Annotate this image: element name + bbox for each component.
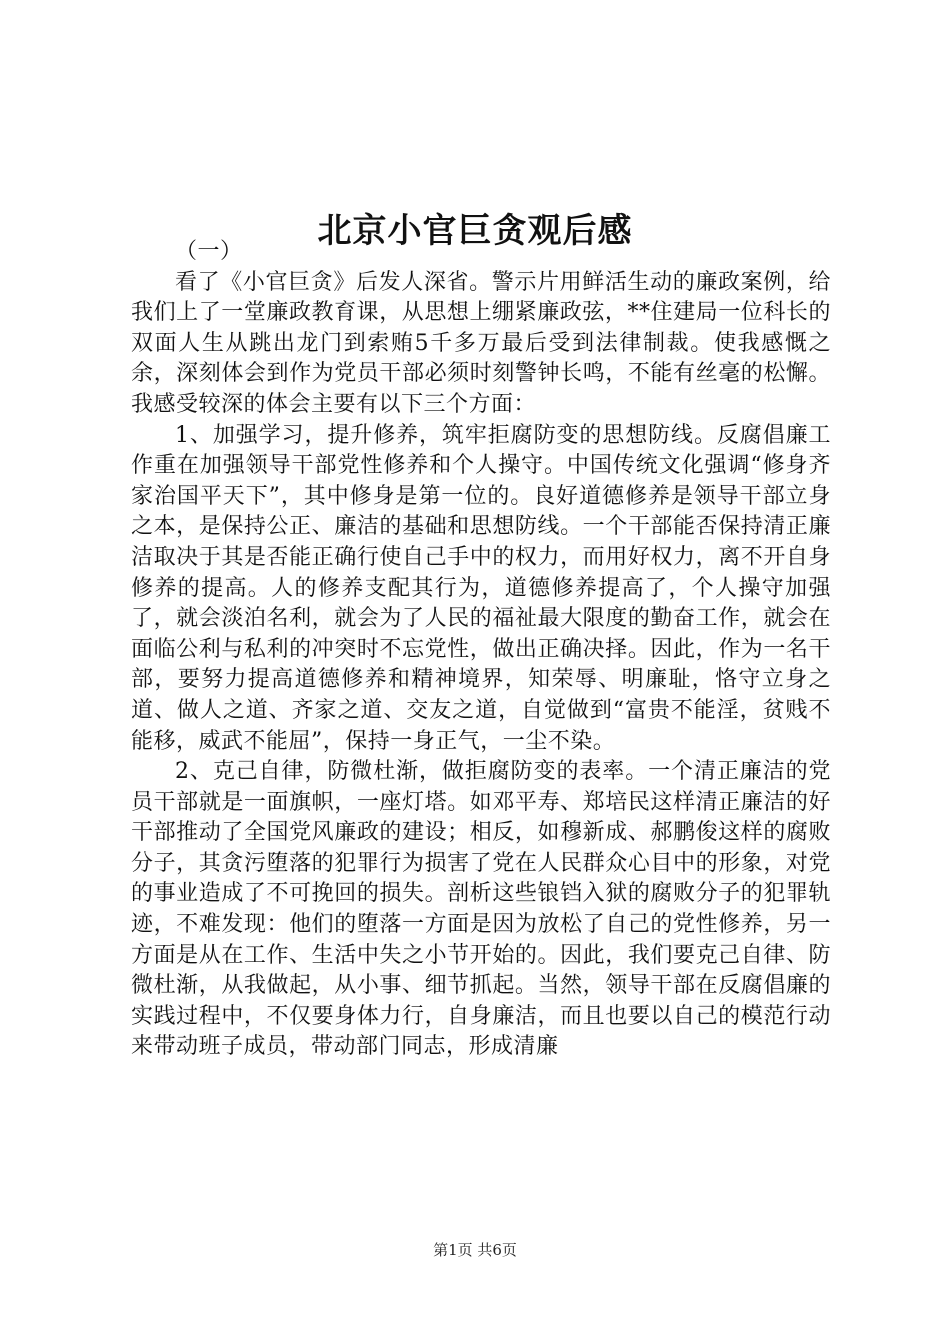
paragraph-point-2: 2、克己自律，防微杜渐，做拒腐防变的表率。一个清正廉洁的党员干部就是一面旗帜，一座灯塔。如邓平寿、郑培民这样清正廉洁的好干部推动了全国党风廉政的建设；相反，如穆新成、郝鹏俊这样的腐败分子，其贪污堕落的犯罪行为损害了党在人民群众心目中的形象，对党的事业造成了不可挽回的损失。剖析这些锒铛入狱的腐败分子的犯罪轨迹，不难发现：他们的堕落一方面是因为放松了自己的党性修养，另一方面是从在工作、生活中失之小节开始的。因此，我们要克己自律、防微杜渐，从我做起，从小事、细节抓起。当然，领导干部在反腐倡廉的实践过程中，不仅要身体力行，自身廉洁，而且也要以自己的模范行动来带动班子成员，带动部门同志，形成清廉	[131, 759, 831, 1060]
section-heading: （一）	[175, 239, 243, 264]
paragraph-point-1: 1、加强学习，提升修养，筑牢拒腐防变的思想防线。反腐倡廉工作重在加强领导干部党性修养和个人操守。中国传统文化强调“修身齐家治国平天下”，其中修身是第一位的。良好道德修养是领导干部立身之本，是保持公正、廉洁的基础和思想防线。一个干部能否保持清正廉洁取决于其是否能正确行使自己手中的权力，而用好权力，离不开自身修养的提高。人的修养支配其行为，道德修养提高了，个人操守加强了，就会淡泊名利，就会为了人民的福祉最大限度的勤奋工作，就会在面临公利与私利的冲突时不忘党性，做出正确决择。因此，作为一名干部，要努力提高道德修养和精神境界，知荣辱、明廉耻，恪守立身之道、做人之道、齐家之道、交友之道，自觉做到“富贵不能淫，贫贱不能移，威武不能屈”，保持一身正气，一尘不染。	[131, 422, 831, 754]
document-body	[131, 237, 831, 1063]
paragraph-intro: 看了《小官巨贪》后发人深省。警示片用鲜活生动的廉政案例，给我们上了一堂廉政教育课，从思想上绷紧廉政弦，**住建局一位科长的双面人生从跳出龙门到索贿5千多万最后受到法律制裁。使我感慨之余，深刻体会到作为党员干部必须时刻警钟长鸣，不能有丝毫的松懈。我感受较深的体会主要有以下三个方面：	[131, 269, 831, 417]
page-footer: 第1页 共6页	[433, 1241, 517, 1259]
document-title: 北京小官巨贪观后感	[317, 210, 633, 251]
